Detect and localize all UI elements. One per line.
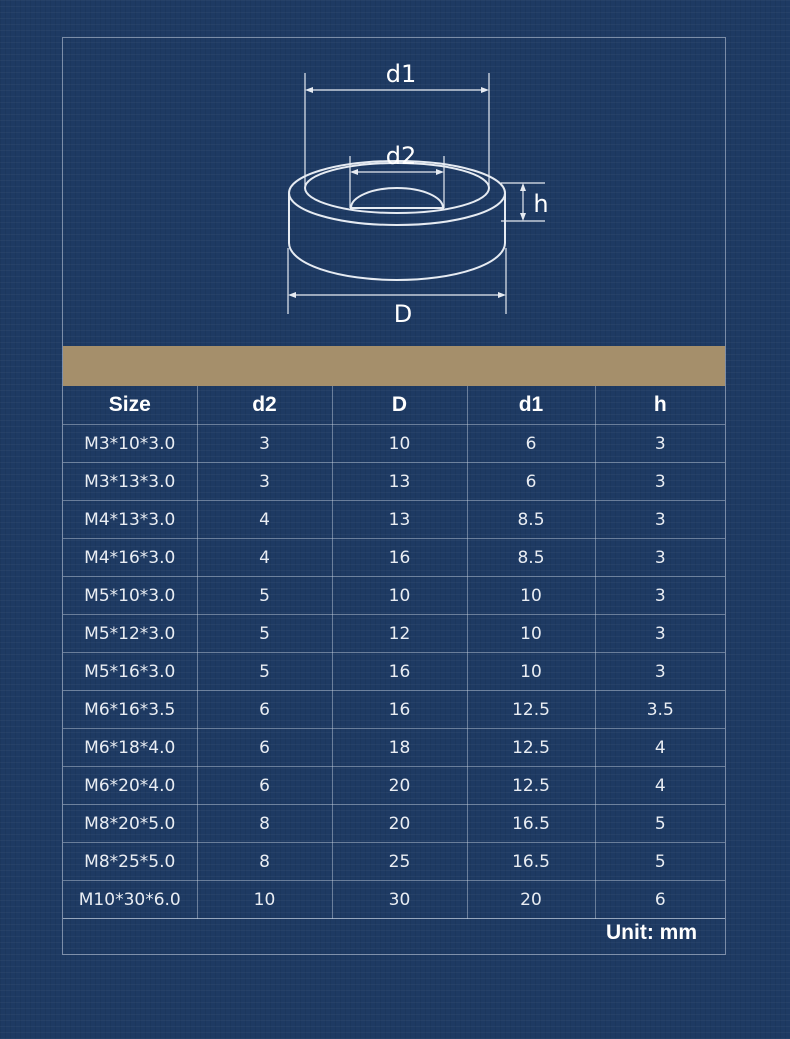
- unit-label: Unit: mm: [606, 921, 697, 944]
- cell-h: 4: [595, 729, 725, 767]
- cell-size: M8*25*5.0: [63, 843, 197, 881]
- cell-d1: 10: [467, 577, 595, 615]
- table-row: [63, 843, 725, 881]
- cell-d2: 3: [197, 425, 332, 463]
- cell-h: 3: [595, 653, 725, 691]
- cell-d1: 6: [467, 463, 595, 501]
- washer-hole: [351, 188, 443, 208]
- cell-h: 3: [595, 577, 725, 615]
- cell-d2: 8: [197, 843, 332, 881]
- header-h: h: [595, 386, 725, 425]
- cell-size: M4*13*3.0: [63, 501, 197, 539]
- header-size: Size: [63, 386, 197, 425]
- cell-D: 16: [332, 653, 467, 691]
- cell-D: 20: [332, 767, 467, 805]
- cell-d2: 6: [197, 691, 332, 729]
- label-h: h: [533, 190, 549, 218]
- cell-h: 3: [595, 501, 725, 539]
- cell-size: M3*13*3.0: [63, 463, 197, 501]
- cell-D: 10: [332, 577, 467, 615]
- cell-d1: 16.5: [467, 805, 595, 843]
- cell-d2: 5: [197, 615, 332, 653]
- cell-size: M6*18*4.0: [63, 729, 197, 767]
- table-row: [63, 691, 725, 729]
- cell-D: 13: [332, 501, 467, 539]
- label-d1: d1: [385, 60, 417, 88]
- table-row: [63, 501, 725, 539]
- table-title-band: [63, 346, 725, 386]
- cell-D: 30: [332, 881, 467, 919]
- cell-D: 25: [332, 843, 467, 881]
- cell-d2: 6: [197, 767, 332, 805]
- washer-outer-side: [289, 193, 505, 280]
- cell-h: 5: [595, 843, 725, 881]
- table-row: [63, 729, 725, 767]
- cell-size: M5*12*3.0: [63, 615, 197, 653]
- cell-D: 12: [332, 615, 467, 653]
- cell-h: 3: [595, 425, 725, 463]
- table-row: [63, 881, 725, 919]
- table-row: [63, 615, 725, 653]
- cell-d1: 6: [467, 425, 595, 463]
- table-row: [63, 539, 725, 577]
- cell-size: M8*20*5.0: [63, 805, 197, 843]
- cell-d2: 6: [197, 729, 332, 767]
- cell-D: 13: [332, 463, 467, 501]
- spec-frame: [62, 37, 726, 955]
- cell-size: M6*20*4.0: [63, 767, 197, 805]
- cell-h: 3: [595, 463, 725, 501]
- cell-d1: 10: [467, 615, 595, 653]
- cell-D: 16: [332, 691, 467, 729]
- cell-d2: 8: [197, 805, 332, 843]
- cell-d1: 10: [467, 653, 595, 691]
- header-d2: d2: [197, 386, 332, 425]
- cell-d1: 16.5: [467, 843, 595, 881]
- spec-table: [63, 386, 725, 919]
- cell-d1: 8.5: [467, 539, 595, 577]
- cell-h: 5: [595, 805, 725, 843]
- cell-d2: 5: [197, 577, 332, 615]
- cell-d2: 4: [197, 501, 332, 539]
- cell-D: 16: [332, 539, 467, 577]
- table-row: [63, 767, 725, 805]
- cell-D: 20: [332, 805, 467, 843]
- unit-divider: [63, 918, 725, 919]
- cell-d2: 5: [197, 653, 332, 691]
- washer-outer-top-edge: [289, 161, 505, 225]
- cell-size: M5*10*3.0: [63, 577, 197, 615]
- cell-D: 18: [332, 729, 467, 767]
- cell-size: M4*16*3.0: [63, 539, 197, 577]
- cell-d2: 4: [197, 539, 332, 577]
- cell-d1: 12.5: [467, 729, 595, 767]
- table-row: [63, 577, 725, 615]
- cell-d1: 12.5: [467, 691, 595, 729]
- washer-diagram: [63, 38, 727, 346]
- cell-h: 3: [595, 539, 725, 577]
- cell-d1: 8.5: [467, 501, 595, 539]
- cell-D: 10: [332, 425, 467, 463]
- cell-h: 4: [595, 767, 725, 805]
- cell-d1: 20: [467, 881, 595, 919]
- cell-h: 3.5: [595, 691, 725, 729]
- table-row: [63, 653, 725, 691]
- cell-d2: 10: [197, 881, 332, 919]
- cell-size: M5*16*3.0: [63, 653, 197, 691]
- cell-size: M6*16*3.5: [63, 691, 197, 729]
- cell-d1: 12.5: [467, 767, 595, 805]
- table-row: [63, 805, 725, 843]
- cell-h: 3: [595, 615, 725, 653]
- header-d1: d1: [467, 386, 595, 425]
- label-d2: d2: [385, 142, 417, 170]
- cell-d2: 3: [197, 463, 332, 501]
- label-D: D: [393, 300, 413, 328]
- table-row: [63, 425, 725, 463]
- washer-drawing: [63, 38, 727, 346]
- cell-size: M3*10*3.0: [63, 425, 197, 463]
- table-header-row: [63, 386, 725, 425]
- cell-size: M10*30*6.0: [63, 881, 197, 919]
- cell-h: 6: [595, 881, 725, 919]
- header-D: D: [332, 386, 467, 425]
- table-row: [63, 463, 725, 501]
